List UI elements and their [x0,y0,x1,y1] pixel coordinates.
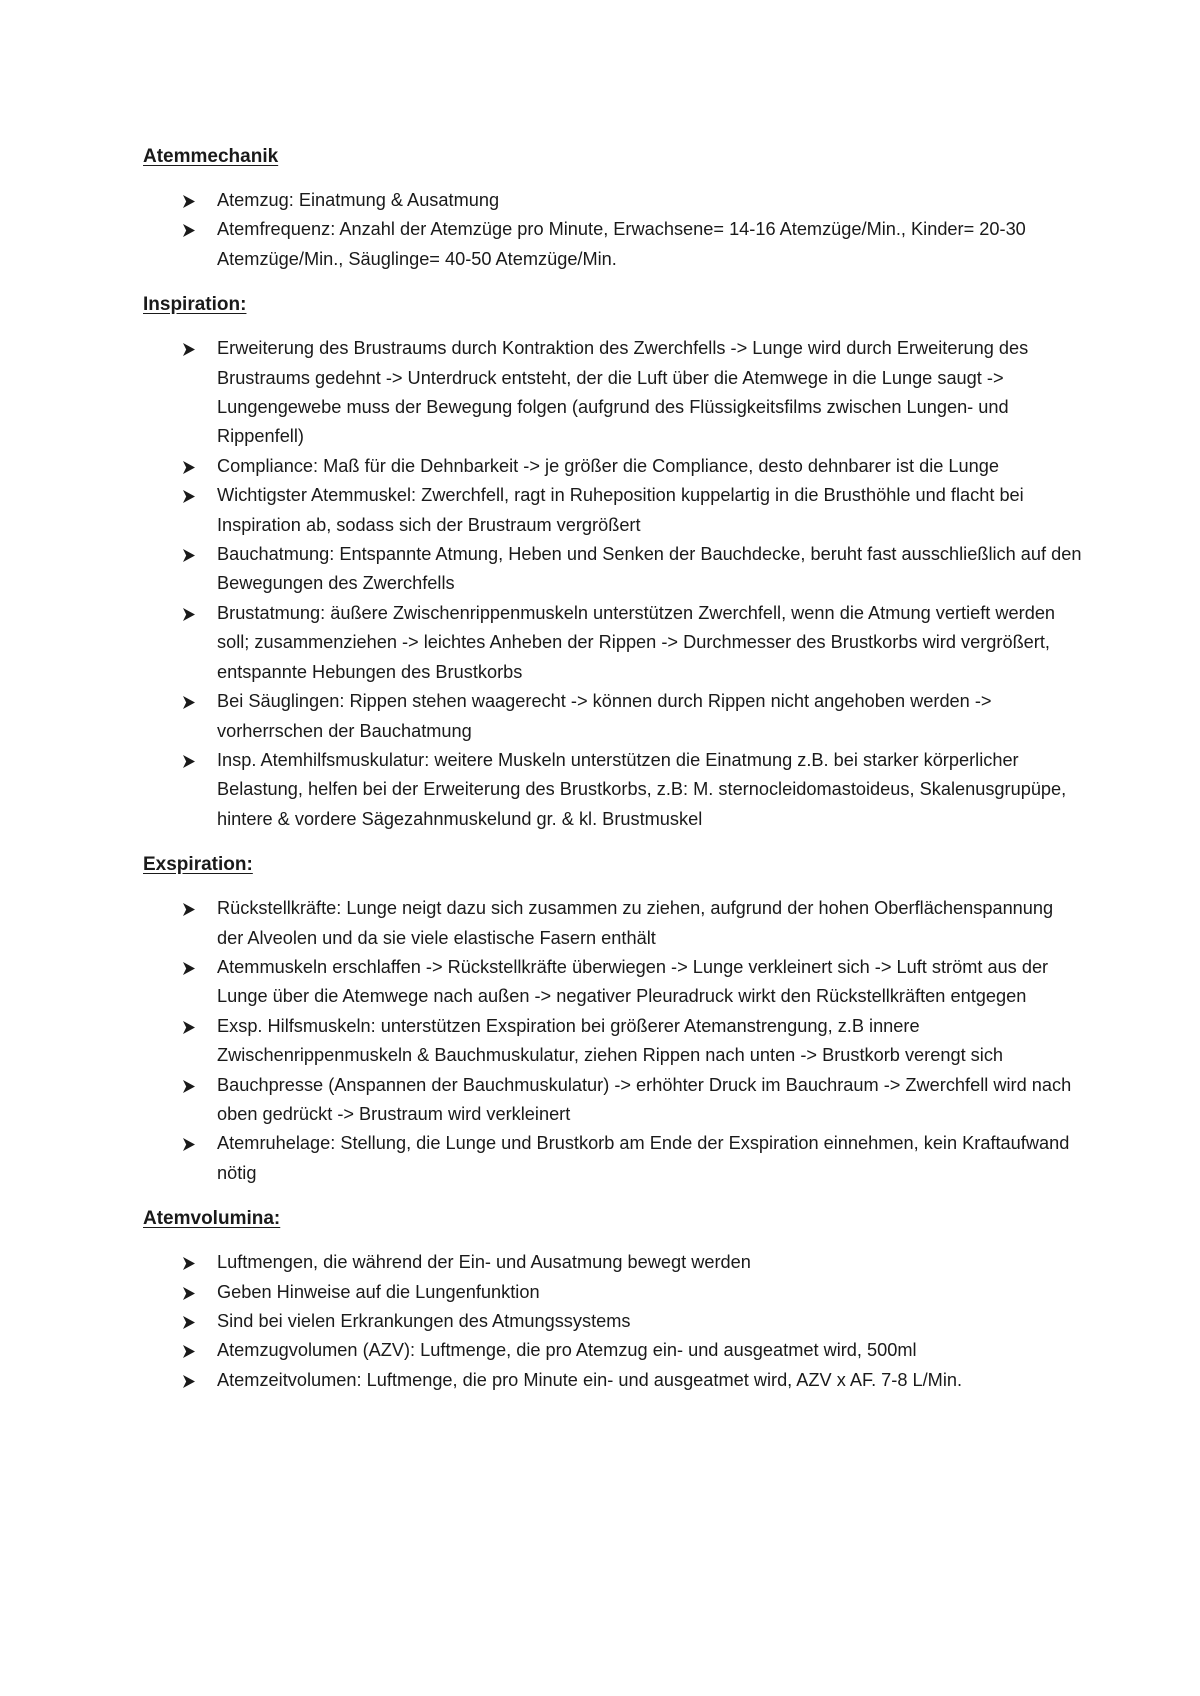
list-item-text: Bauchpresse (Anspannen der Bauchmuskulatur) -> erhöhter Druck im Bauchraum -> Zwerchfell wird nach oben gedrückt -> Brustraum wird verkleinert [217,1074,1072,1124]
list-item [143,746,1083,834]
section-atemvolumina [143,1204,1083,1395]
list-item [143,1129,1083,1188]
list-item-text: Atemzugvolumen (AZV): Luftmenge, die pro Atemzug ein- und ausgeatmet wird, 500ml [217,1340,917,1361]
list-item [143,481,1083,540]
arrowhead-bullet-icon [183,696,195,709]
bullet-list [143,1248,1083,1395]
list-item [143,1307,1083,1336]
list-item-text: Brustatmung: äußere Zwischenrippenmuskeln unterstützen Zwerchfell, wenn die Atmung vertieft werden soll; zusammenziehen -> leichtes Anheben der Rippen -> Durchmesser des Brustkorbs wird vergrößert, entspannte Hebungen des Brustkorbs [217,602,1056,682]
arrowhead-bullet-icon [183,903,195,916]
list-item [143,1336,1083,1365]
list-item [143,452,1083,481]
arrowhead-bullet-icon [183,461,195,474]
arrowhead-bullet-icon [183,1257,195,1270]
list-item-text: Rückstellkräfte: Lunge neigt dazu sich zusammen zu ziehen, aufgrund der hohen Oberflächenspannung der Alveolen und da sie viele elastische Fasern enthält [217,898,1054,948]
section-heading: Atemvolumina: [143,1208,281,1230]
bullet-list [143,894,1083,1188]
list-item-text: Atemzug: Einatmung & Ausatmung [217,190,500,210]
arrowhead-bullet-icon [183,755,195,768]
list-item [143,1012,1083,1071]
list-item [143,186,1083,215]
list-item-text: Compliance: Maß für die Dehnbarkeit -> je größer die Compliance, desto dehnbarer ist die Lunge [217,455,999,476]
list-item-text: Wichtigster Atemmuskel: Zwerchfell, ragt in Ruheposition kuppelartig in die Brusthöhle und flacht bei Inspiration ab, sodass sich der Brustraum vergrößert [217,485,1024,535]
arrowhead-bullet-icon [183,962,195,975]
list-item-text: Atemmuskeln erschlaffen -> Rückstellkräfte überwiegen -> Lunge verkleinert sich -> Luft strömt aus der Lunge über die Atemwege nach außen -> negativer Pleuradruck wirkt den Rückstellkräften entgegen [217,956,1049,1007]
list-item [143,687,1083,746]
list-item-text: Sind bei vielen Erkrankungen des Atmungssystems [217,1311,631,1331]
list-item [143,1071,1083,1130]
arrowhead-bullet-icon [183,1138,195,1151]
arrowhead-bullet-icon [183,1345,195,1358]
list-item [143,953,1083,1012]
list-item [143,1278,1083,1307]
list-item-text: Bei Säuglingen: Rippen stehen waagerecht -> können durch Rippen nicht angehoben werden -> vorherrschen der Bauchatmung [217,691,992,741]
bullet-list [143,334,1083,834]
arrowhead-bullet-icon [183,1375,195,1388]
arrowhead-bullet-icon [183,1287,195,1300]
list-item-text: Atemzeitvolumen: Luftmenge, die pro Minute ein- und ausgeatmet wird, AZV x AF. 7-8 L/Min. [217,1369,963,1390]
list-item-text: Atemfrequenz: Anzahl der Atemzüge pro Minute, Erwachsene= 14-16 Atemzüge/Min., Kinder= 20-30 Atemzüge/Min., Säuglinge= 40-50 Atemzüge/Min. [217,219,1026,269]
list-item [143,599,1083,687]
list-item-text: Exsp. Hilfsmuskeln: unterstützen Exspiration bei größerer Atemanstrengung, z.B innere Zwischenrippenmuskeln & Bauchmuskulatur, ziehen Rippen nach unten -> Brustkorb verengt sich [217,1015,1004,1066]
list-item-text: Bauchatmung: Entspannte Atmung, Heben und Senken der Bauchdecke, beruht fast ausschließlich auf den Bewegungen des Zwerchfells [217,544,1082,594]
arrowhead-bullet-icon [183,1316,195,1329]
arrowhead-bullet-icon [183,224,195,237]
section-heading: Inspiration: [143,294,247,316]
section-exspiration [143,850,1083,1188]
arrowhead-bullet-icon [183,1080,195,1093]
arrowhead-bullet-icon [183,490,195,503]
arrowhead-bullet-icon [183,549,195,562]
section-heading: Exspiration: [143,854,253,876]
list-item-text: Insp. Atemhilfsmuskulatur: weitere Muskeln unterstützen die Einatmung z.B. bei starker körperlicher Belastung, helfen bei der Erweiterung des Brustkorbs, z.B: M. sternocleidomastoideus, Skalenusgrupüpe, hintere & vordere Sägezahnmuskelund gr. & kl. Brustmuskel [217,749,1067,829]
section-inspiration [143,290,1083,834]
list-item-text: Geben Hinweise auf die Lungenfunktion [217,1281,540,1302]
list-item [143,334,1083,452]
list-item [143,1248,1083,1277]
list-item [143,215,1083,274]
document-content [143,142,1083,1395]
list-item [143,1366,1083,1395]
arrowhead-bullet-icon [183,1021,195,1034]
section-heading: Atemmechanik [143,146,279,167]
arrowhead-bullet-icon [183,343,195,356]
list-item-text: Luftmengen, die während der Ein- und Ausatmung bewegt werden [217,1252,751,1273]
arrowhead-bullet-icon [183,608,195,621]
list-item [143,540,1083,599]
list-item-text: Atemruhelage: Stellung, die Lunge und Brustkorb am Ende der Exspiration einnehmen, kein Kraftaufwand nötig [217,1133,1070,1183]
bullet-list [143,186,1083,274]
list-item-text: Erweiterung des Brustraums durch Kontraktion des Zwerchfells -> Lunge wird durch Erweiterung des Brustraums gedehnt -> Unterdruck entsteht, der die Luft über die Atemwege in die Lunge saugt -> Lungengewebe muss der Bewegung folgen (aufgrund des Flüssigkeitsfilms zwischen Lungen- und Rippenfell) [217,338,1029,447]
list-item [143,894,1083,953]
section-atemmechanik [143,142,1083,274]
arrowhead-bullet-icon [183,195,195,208]
